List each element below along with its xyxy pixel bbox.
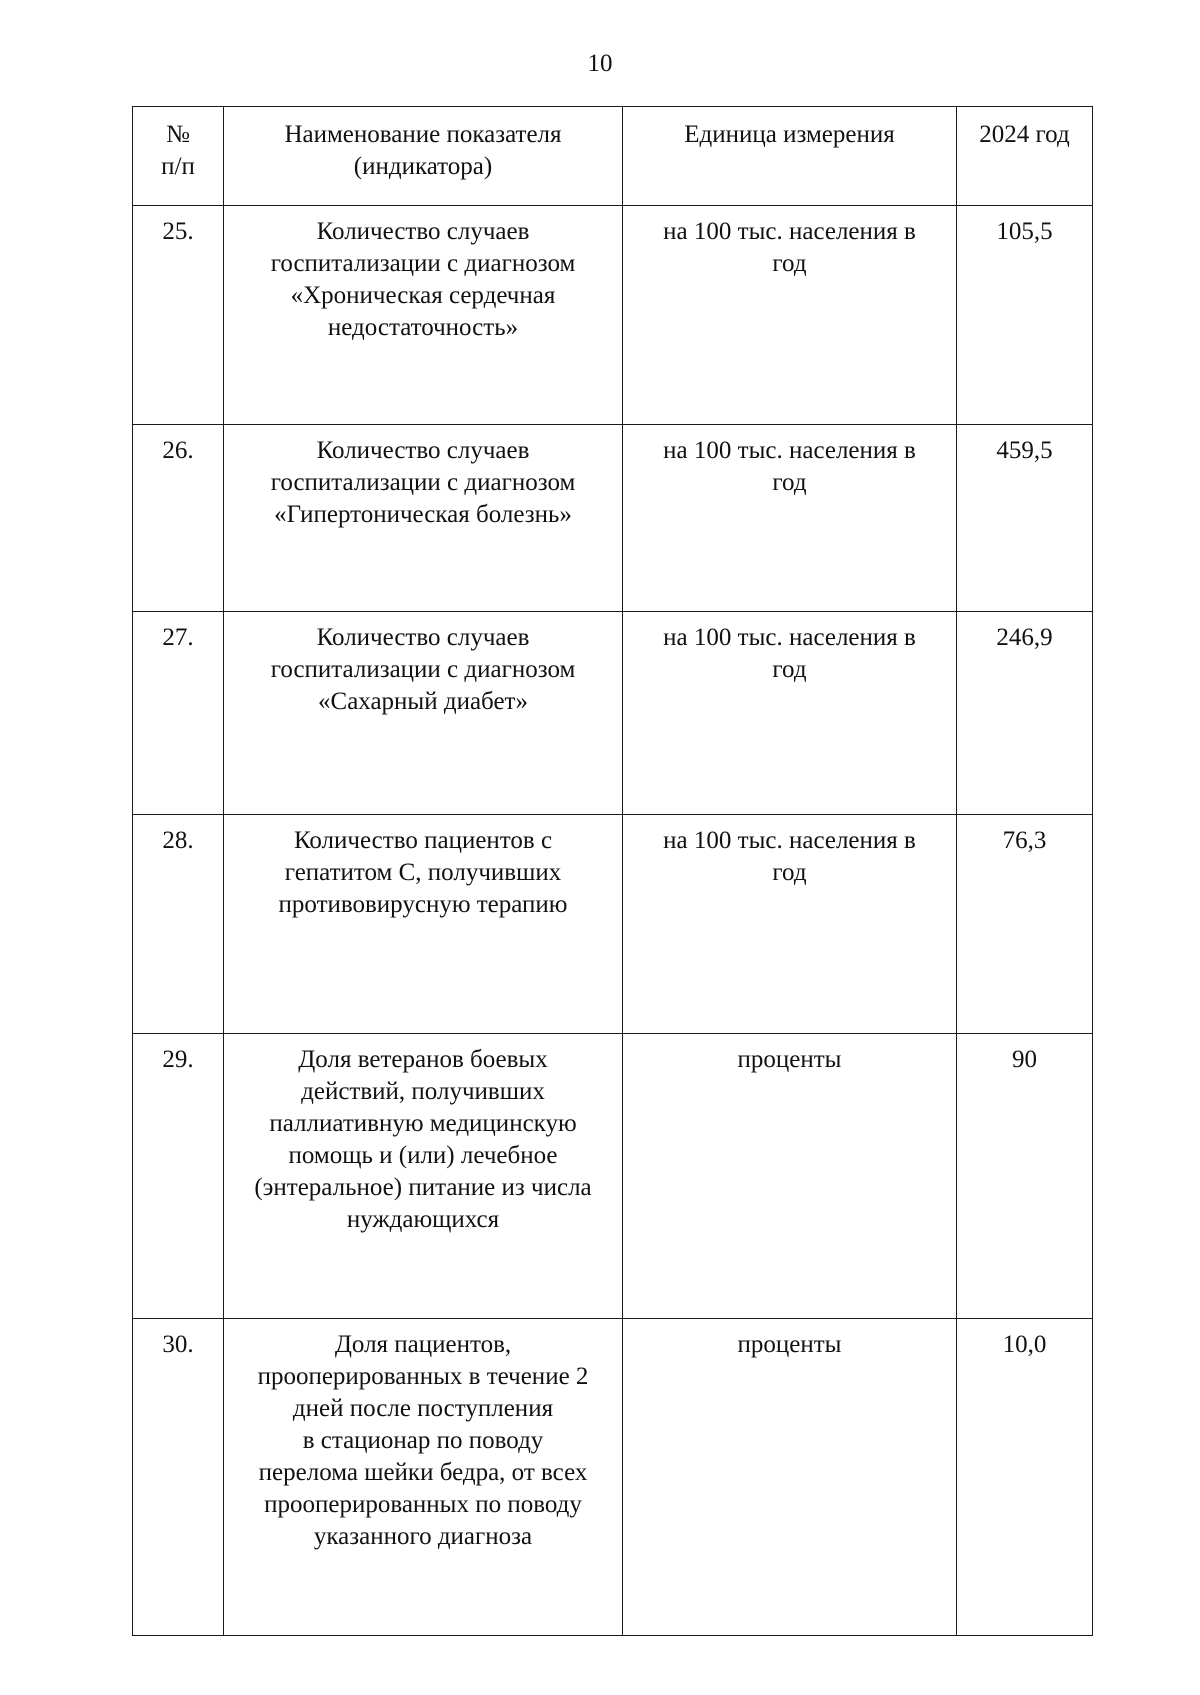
header-name: Наименование показателя (индикатора)	[224, 107, 623, 206]
row-number: 29.	[133, 1034, 224, 1319]
indicator-unit: на 100 тыс. населения в год	[623, 612, 957, 815]
header-number: № п/п	[133, 107, 224, 206]
table-row	[133, 1034, 1093, 1319]
row-number: 27.	[133, 612, 224, 815]
table-header-row	[133, 107, 1093, 206]
table-row	[133, 1319, 1093, 1636]
header-year: 2024 год	[957, 107, 1093, 206]
indicator-name: Количество случаев госпитализации с диагнозом «Сахарный диабет»	[224, 612, 623, 815]
indicator-name: Количество пациентов с гепатитом С, получивших противовирусную терапию	[224, 815, 623, 1034]
indicator-unit: на 100 тыс. населения в год	[623, 815, 957, 1034]
indicator-unit: на 100 тыс. населения в год	[623, 425, 957, 612]
indicator-name: Количество случаев госпитализации с диагнозом «Гипертоническая болезнь»	[224, 425, 623, 612]
indicator-name: Доля пациентов, прооперированных в течение 2 дней после поступления в стационар по поводу перелома шейки бедра, от всех прооперированных по поводу указанного диагноза	[224, 1319, 623, 1636]
indicator-unit: на 100 тыс. населения в год	[623, 206, 957, 425]
indicator-unit: проценты	[623, 1319, 957, 1636]
page-number: 10	[587, 50, 613, 77]
row-number: 30.	[133, 1319, 224, 1636]
row-number: 26.	[133, 425, 224, 612]
indicator-value: 76,3	[957, 815, 1093, 1034]
indicator-name: Количество случаев госпитализации с диагнозом «Хроническая сердечная недостаточность»	[224, 206, 623, 425]
indicator-name: Доля ветеранов боевых действий, получивших паллиативную медицинскую помощь и (или) лечебное (энтеральное) питание из числа нуждающихся	[224, 1034, 623, 1319]
table-row	[133, 425, 1093, 612]
indicators-table	[132, 106, 1093, 1636]
indicator-value: 90	[957, 1034, 1093, 1319]
indicator-value: 459,5	[957, 425, 1093, 612]
row-number: 28.	[133, 815, 224, 1034]
table-row	[133, 815, 1093, 1034]
indicator-unit: проценты	[623, 1034, 957, 1319]
indicator-value: 246,9	[957, 612, 1093, 815]
table-row	[133, 206, 1093, 425]
header-unit: Единица измерения	[623, 107, 957, 206]
indicator-value: 10,0	[957, 1319, 1093, 1636]
table-row	[133, 612, 1093, 815]
row-number: 25.	[133, 206, 224, 425]
indicator-value: 105,5	[957, 206, 1093, 425]
